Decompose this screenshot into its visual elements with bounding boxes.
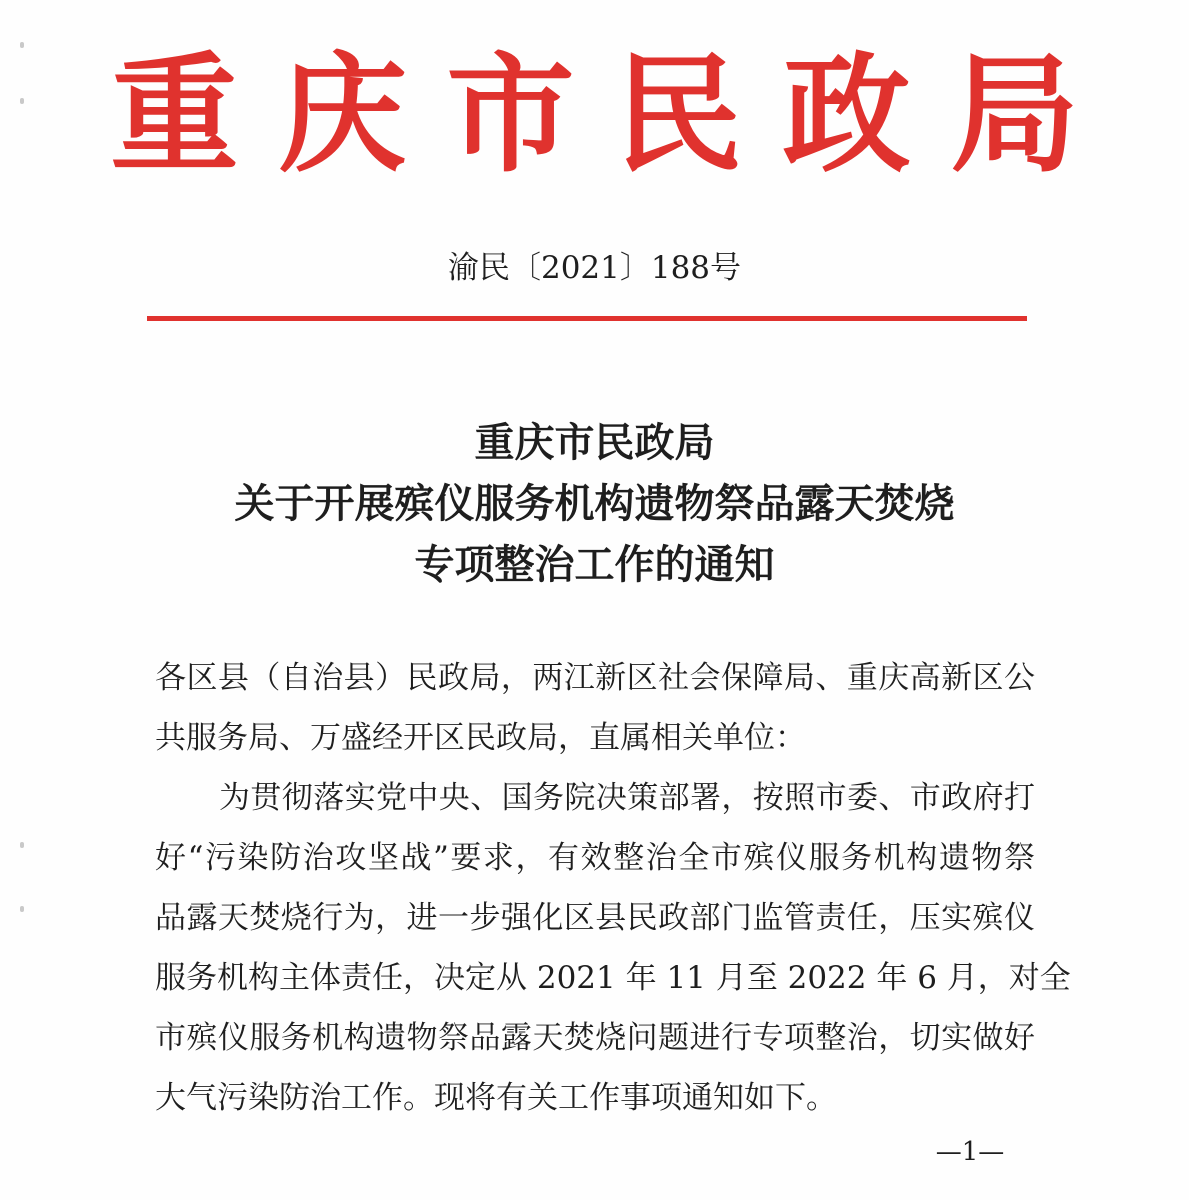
- body-text-line: 好“污染防治攻坚战”要求，有效整治全市殡仪服务机构遗物祭: [155, 840, 1035, 876]
- body-text-line: 市殡仪服务机构遗物祭品露天焚烧问题进行专项整治，切实做好: [155, 1020, 1035, 1056]
- page-number: —1—: [935, 1137, 1005, 1167]
- body-text-line: 服务机构主体责任，决定从 2021 年 11 月至 2022 年 6 月，对全: [155, 960, 1071, 996]
- issuing-authority-header: 重庆市民政局: [110, 40, 1119, 190]
- notice-title: [0, 412, 1189, 595]
- scan-speck: [20, 906, 24, 912]
- body-text-line: 大气污染防治工作。现将有关工作事项通知如下。: [155, 1080, 837, 1116]
- document-number: 渝民〔2021〕188号: [447, 250, 742, 286]
- red-separator-line: [147, 316, 1027, 321]
- body-text-line: 为贯彻落实党中央、国务院决策部署，按照市委、市政府打: [219, 780, 1035, 816]
- notice-title-line: 关于开展殡仪服务机构遗物祭品露天焚烧: [234, 480, 955, 527]
- notice-title-line: 重庆市民政局: [474, 419, 715, 466]
- addressee-line: 共服务局、万盛经开区民政局，直属相关单位：: [155, 720, 806, 756]
- notice-body: [155, 648, 1071, 1128]
- notice-title-line: 专项整治工作的通知: [414, 541, 775, 588]
- addressee-line: 各区县（自治县）民政局，两江新区社会保障局、重庆高新区公: [155, 660, 1035, 696]
- scan-speck: [20, 842, 24, 848]
- body-text-line: 品露天焚烧行为，进一步强化区县民政部门监管责任，压实殡仪: [155, 900, 1035, 936]
